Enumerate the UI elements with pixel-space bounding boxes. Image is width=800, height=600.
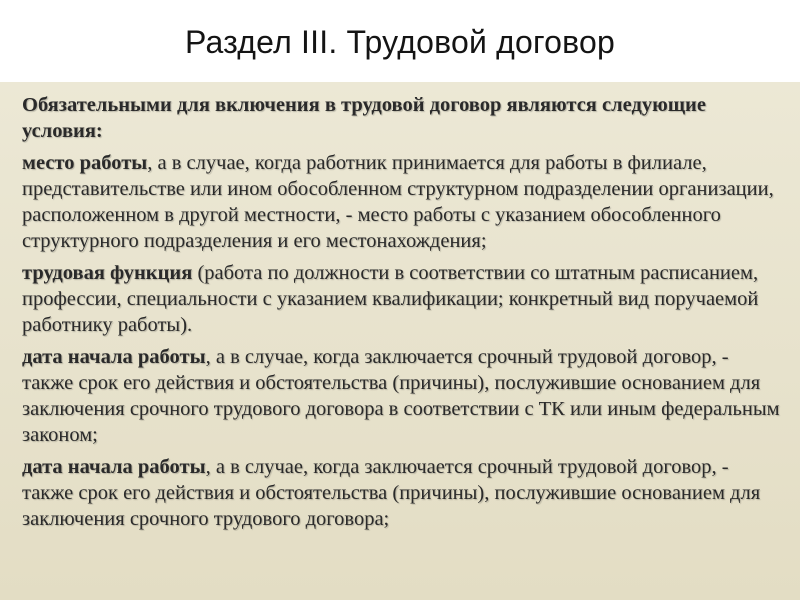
condition-paragraph <box>22 344 782 448</box>
condition-term: дата начала работы <box>22 456 206 478</box>
condition-text: , а в случае, когда заключается срочный трудовой договор, - также срок его действия и обстоятельства (причины), послужившие основанием для заключения срочного трудового договора в соответствии с ТК или иным федеральным законом; <box>22 346 780 446</box>
condition-text: , а в случае, когда заключается срочный трудовой договор, - также срок его действия и обстоятельства (причины), послужившие основанием для заключения срочного трудового договора; <box>22 456 761 530</box>
title-area <box>0 0 800 82</box>
condition-term: место работы <box>22 152 148 174</box>
condition-paragraph <box>22 150 782 254</box>
content-area <box>0 82 800 600</box>
slide-title: Раздел III. Трудовой договор <box>185 24 615 60</box>
condition-text: (работа по должности в соответствии со штатным расписанием, профессии, специальности с указанием квалификации; конкретный вид поручаемой работнику работы). <box>22 262 759 336</box>
intro-paragraph: Обязательными для включения в трудовой договор являются следующие условия: <box>22 94 706 142</box>
condition-paragraph <box>22 260 782 338</box>
condition-paragraph <box>22 454 782 532</box>
condition-text: , а в случае, когда работник принимается для работы в филиале, представительстве или ином обособленном структурном подразделении организации, расположенном в другой местности, - место работы с указанием обособленного структурного подразделения и его местонахождения; <box>22 152 774 252</box>
content-text <box>22 92 782 538</box>
condition-term: трудовая функция <box>22 262 193 284</box>
condition-term: дата начала работы <box>22 346 206 368</box>
